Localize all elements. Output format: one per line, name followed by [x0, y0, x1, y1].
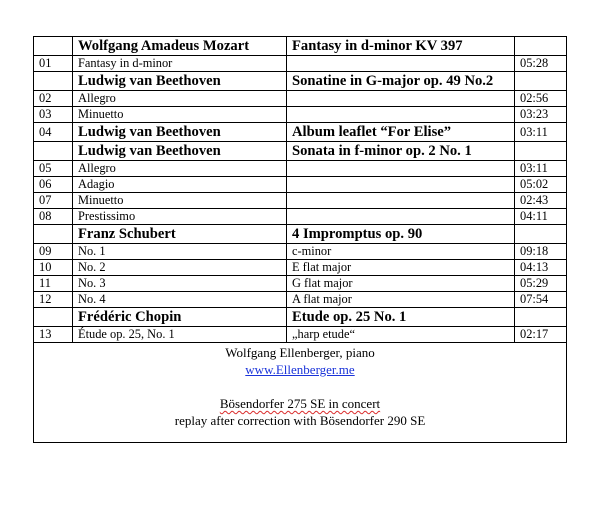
- track-work-detail: [287, 107, 515, 123]
- track-duration: 02:43: [515, 193, 567, 209]
- track-number: 06: [34, 177, 73, 193]
- track-duration: 04:11: [515, 209, 567, 225]
- track-title: No. 1: [73, 244, 287, 260]
- work-title: 4 Impromptus op. 90: [287, 225, 515, 244]
- track-work-detail: [287, 161, 515, 177]
- performer-credit: Wolfgang Ellenberger, piano: [225, 345, 375, 360]
- track-title: Étude op. 25, No. 1: [73, 327, 287, 343]
- track-number: 08: [34, 209, 73, 225]
- composer-name: Ludwig van Beethoven: [73, 142, 287, 161]
- track-duration: 05:29: [515, 276, 567, 292]
- track-work-detail: [287, 193, 515, 209]
- track-work-detail: [287, 209, 515, 225]
- track-title: No. 3: [73, 276, 287, 292]
- track-row: [34, 276, 567, 292]
- track-title: Minuetto: [73, 107, 287, 123]
- track-number: 09: [34, 244, 73, 260]
- composer-header-row: [34, 225, 567, 244]
- tracklist-sheet: [33, 36, 566, 443]
- website-link[interactable]: www.Ellenberger.me: [245, 362, 355, 377]
- header-duration: [515, 72, 567, 91]
- track-duration: 04:13: [515, 260, 567, 276]
- track-work-detail: G flat major: [287, 276, 515, 292]
- track-work-detail: [287, 91, 515, 107]
- track-duration: 05:02: [515, 177, 567, 193]
- track-number: 12: [34, 292, 73, 308]
- header-duration: [515, 308, 567, 327]
- track-number: 13: [34, 327, 73, 343]
- track-row: [34, 91, 567, 107]
- work-title: Sonatine in G-major op. 49 No.2: [287, 72, 515, 91]
- instrument-line: [39, 395, 561, 412]
- header-duration: [515, 225, 567, 244]
- track-duration: 03:23: [515, 107, 567, 123]
- track-title: No. 4: [73, 292, 287, 308]
- track-row: [34, 209, 567, 225]
- composer-header-row: [34, 142, 567, 161]
- track-duration: 07:54: [515, 292, 567, 308]
- track-row: [34, 193, 567, 209]
- track-title: Adagio: [73, 177, 287, 193]
- track-title: Prestissimo: [73, 209, 287, 225]
- track-title: Allegro: [73, 161, 287, 177]
- header-track-number: [34, 72, 73, 91]
- header-duration: 03:11: [515, 123, 567, 142]
- track-title: Minuetto: [73, 193, 287, 209]
- track-number: 07: [34, 193, 73, 209]
- track-duration: 02:56: [515, 91, 567, 107]
- track-title: No. 2: [73, 260, 287, 276]
- track-row: [34, 177, 567, 193]
- composer-name: Ludwig van Beethoven: [73, 123, 287, 142]
- track-title: Fantasy in d-minor: [73, 56, 287, 72]
- track-work-detail: A flat major: [287, 292, 515, 308]
- composer-header-row: [34, 123, 567, 142]
- track-work-detail: [287, 177, 515, 193]
- track-duration: 05:28: [515, 56, 567, 72]
- header-track-number: [34, 37, 73, 56]
- track-row: [34, 292, 567, 308]
- composer-name: Ludwig van Beethoven: [73, 72, 287, 91]
- track-number: 10: [34, 260, 73, 276]
- header-track-number: [34, 308, 73, 327]
- header-track-number: [34, 142, 73, 161]
- work-title: Etude op. 25 No. 1: [287, 308, 515, 327]
- track-number: 05: [34, 161, 73, 177]
- footer-cell: [34, 343, 567, 443]
- track-duration: 02:17: [515, 327, 567, 343]
- work-title: Sonata in f-minor op. 2 No. 1: [287, 142, 515, 161]
- header-duration: [515, 37, 567, 56]
- composer-name: Franz Schubert: [73, 225, 287, 244]
- track-work-detail: „harp etude“: [287, 327, 515, 343]
- track-row: [34, 260, 567, 276]
- composer-name: Wolfgang Amadeus Mozart: [73, 37, 287, 56]
- track-duration: 09:18: [515, 244, 567, 260]
- track-title: Allegro: [73, 91, 287, 107]
- header-track-number: [34, 225, 73, 244]
- composer-header-row: [34, 308, 567, 327]
- track-number: 03: [34, 107, 73, 123]
- work-title: Album leaflet “For Elise”: [287, 123, 515, 142]
- track-work-detail: c-minor: [287, 244, 515, 260]
- header-duration: [515, 142, 567, 161]
- track-row: [34, 327, 567, 343]
- composer-name: Frédéric Chopin: [73, 308, 287, 327]
- track-row: [34, 107, 567, 123]
- replay-line: replay after correction with Bösendorfer 290 SE: [174, 413, 426, 428]
- instrument-line-text: Bösendorfer 275 SE in concert: [219, 396, 381, 411]
- work-title: Fantasy in d-minor KV 397: [287, 37, 515, 56]
- track-work-detail: [287, 56, 515, 72]
- tracklist-table: [33, 36, 567, 443]
- track-work-detail: E flat major: [287, 260, 515, 276]
- track-row: [34, 161, 567, 177]
- track-number: 01: [34, 56, 73, 72]
- header-track-number: 04: [34, 123, 73, 142]
- track-row: [34, 56, 567, 72]
- track-number: 02: [34, 91, 73, 107]
- track-duration: 03:11: [515, 161, 567, 177]
- tracklist-body: [34, 37, 567, 443]
- composer-header-row: [34, 37, 567, 56]
- composer-header-row: [34, 72, 567, 91]
- track-row: [34, 244, 567, 260]
- footer-row: [34, 343, 567, 443]
- track-number: 11: [34, 276, 73, 292]
